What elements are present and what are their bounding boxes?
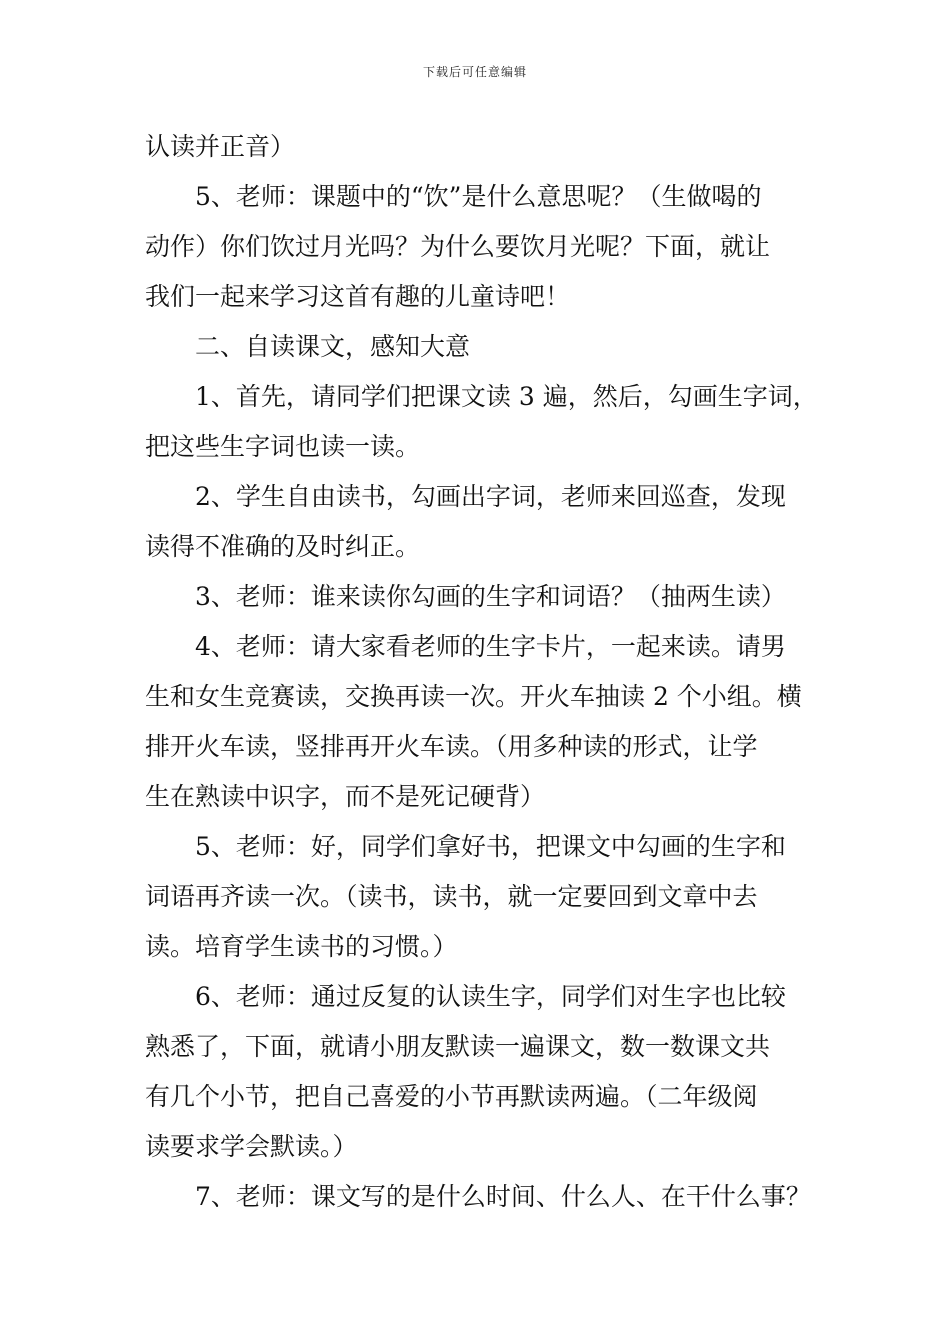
- text-line: 1、首先，请同学们把课文读 3 遍，然后，勾画生字词，: [195, 382, 818, 411]
- text-line: 动作）你们饮过月光吗？为什么要饮月光呢？下面，就让: [145, 232, 771, 261]
- text-line: 我们一起来学习这首有趣的儿童诗吧！: [145, 282, 571, 311]
- text-line: 把这些生字词也读一读。: [145, 432, 421, 461]
- text-line: 4、老师：请大家看老师的生字卡片，一起来读。请男: [195, 632, 786, 661]
- text-line: 生和女生竞赛读，交换再读一次。开火车抽读 2 个小组。横: [145, 682, 802, 711]
- text-line: 生在熟读中识字，而不是死记硬背）: [145, 782, 546, 811]
- text-line: 5、老师：好，同学们拿好书，把课文中勾画的生字和: [195, 832, 786, 861]
- document-body: [145, 122, 818, 1222]
- text-line: 排开火车读，竖排再开火车读。（用多种读的形式，让学: [145, 732, 758, 761]
- section-heading: 二、自读课文，感知大意: [195, 332, 471, 361]
- text-line: 2、学生自由读书，勾画出字词，老师来回巡查，发现: [195, 482, 786, 511]
- text-line: 认读并正音）: [145, 132, 296, 161]
- text-line: 词语再齐读一次。（读书，读书，就一定要回到文章中去: [145, 882, 758, 911]
- text-line: 7、老师：课文写的是什么时间、什么人、在干什么事？: [195, 1182, 811, 1211]
- text-line: 5、老师：课题中的“饮”是什么意思呢？（生做喝的: [195, 182, 762, 211]
- text-line: 3、老师：谁来读你勾画的生字和词语？（抽两生读）: [195, 582, 786, 611]
- text-line: 有几个小节，把自己喜爱的小节再默读两遍。（二年级阅: [145, 1082, 758, 1111]
- text-line: 读要求学会默读。）: [145, 1132, 358, 1161]
- text-line: 6、老师：通过反复的认读生字，同学们对生字也比较: [195, 982, 786, 1011]
- text-line: 读。培育学生读书的习惯。）: [145, 932, 458, 961]
- text-line: 读得不准确的及时纠正。: [145, 532, 421, 561]
- page-header: 下载后可任意编辑: [422, 65, 527, 79]
- text-line: 熟悉了，下面，就请小朋友默读一遍课文，数一数课文共: [145, 1032, 771, 1061]
